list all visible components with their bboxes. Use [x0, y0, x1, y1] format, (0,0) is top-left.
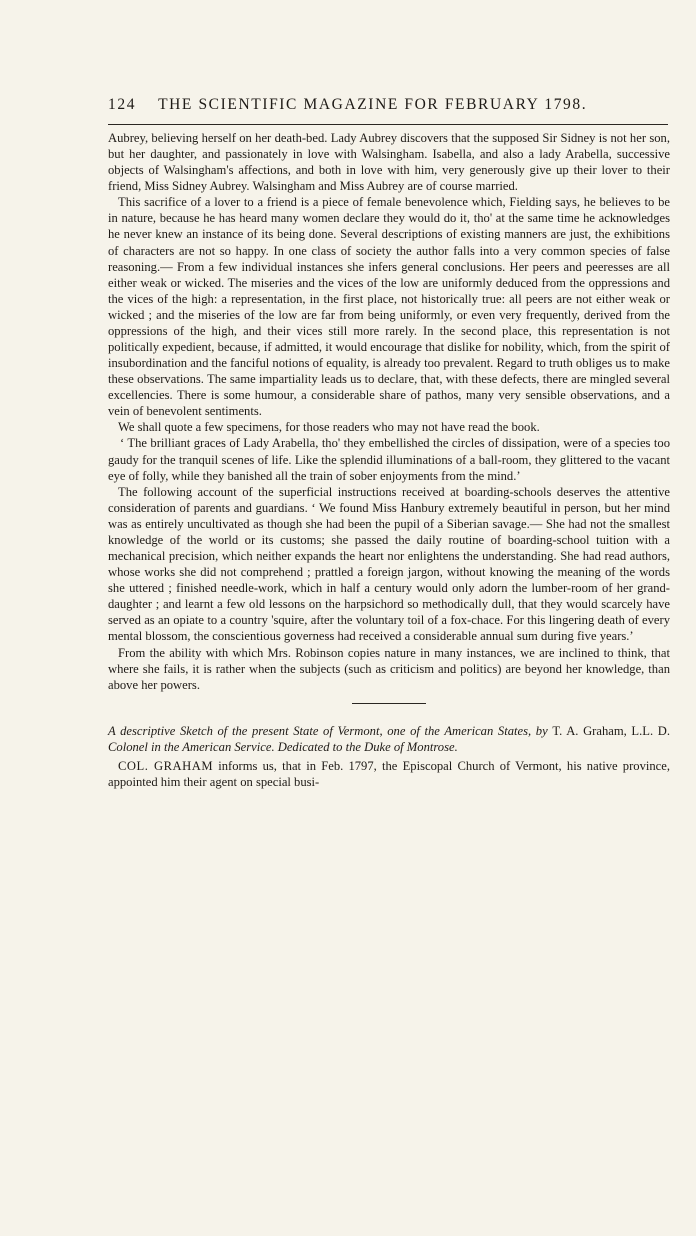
review-lead-name: COL. GRAHAM — [118, 758, 214, 773]
running-title: THE SCIENTIFIC MAGAZINE FOR FEBRUARY 1798. — [158, 96, 588, 113]
paragraph-critique: This sacrifice of a lover to a friend is a piece of female benevolence which, Fielding says, he believes to be in nature, because he has heard many women declare they would do it, tho' at the same time he acknowledges he never knew an instance of its being done. Several descriptions of existing manners are just, the exhibitions of characters are not so happy. In one class of society the author falls into a very common species of false reasoning.— From a few individual instances she infers general conclusions. Her peers and peeresses are all either weak or wicked. The miseries and the vices of the low are uniformly deduced from the oppressions and the vices of the high: a representation, in the first place, not historically true: all peers are not either weak or wicked ; and the miseries of the low are far from being uniformly, or even very frequently, derived from the oppressions of the high, and their vices still more rarely. In the second place, this representation is not politically expedient, because, if admitted, it would encourage that dislike for nobility, which, from the spirit of insubordination and the fanciful notions of equality, is already too prevalent. Regard to truth obliges us to make these observations. The same impartiality leads us to declare, that, with these defects, there are mingled several excellencies. There is some humour, a considerable share of pathos, many very sensible observations, and a vein of benevolent sentiments. — [108, 195, 670, 419]
article-body — [108, 130, 670, 790]
paragraph-boarding-schools: The following account of the superficial instructions received at boarding-schools deserves the attentive consideration of parents and guardians. ‘ We found Miss Hanbury extremely beautiful in person, but her mind was as entirely uncultivated as though she had been the pupil of a Siberian savage.— She had not the smallest knowledge of the world or its customs; she passed the daily routine of boarding-school tuition with a mechanical precision, which neither expands the heart nor enlightens the understanding. She had read authors, whose works she did not comprehend ; prattled a foreign jargon, without knowing the meaning of the words she uttered ; finished needle-work, which in half a century would only adorn the lumber-room of her grand-daughter ; and learnt a few old lessons on the harpsichord so methodically dull, that they would scarcely have served as an opiate to a country 'squire, after the voluntary toil of a fox-chace. For this lingering death of every mental blossom, the conscientious governess had received a considerable annual sum during five years.’ — [108, 484, 670, 644]
running-header — [108, 96, 668, 114]
review-opening — [108, 758, 670, 790]
paragraph-quote-arabella: ‘ The brilliant graces of Lady Arabella, tho' they embellished the circles of dissipation, were of a species too gaudy for the tranquil scenes of life. Like the splendid illuminations of a ball-room, they glittered to the vacant eye of folly, while they banished all the train of sober enjoyments from the mind.’ — [108, 436, 670, 483]
review-title — [108, 723, 670, 755]
section-divider — [352, 703, 426, 704]
paragraph-conclusion: From the ability with which Mrs. Robinson copies nature in many instances, we are inclined to think, that where she fails, it is rather when the subjects (such as criticism and politics) are beyond her knowledge, than above her powers. — [108, 645, 670, 692]
review-title-part-b: Colonel in the American Service. Dedicated to the Duke of Montrose. — [108, 739, 458, 754]
page-number: 124 — [108, 96, 137, 113]
review-opening-text: informs us, that in Feb. 1797, the Episcopal Church of Vermont, his native province, appointed him their agent on special busi- — [108, 758, 670, 789]
review-author: T. A. Graham, L.L. D. — [552, 723, 671, 738]
review-title-part-a: A descriptive Sketch of the present State of Vermont, one of the American States, by — [108, 723, 548, 738]
header-rule — [108, 124, 668, 125]
paragraph-specimens-intro: We shall quote a few specimens, for those readers who may not have read the book. — [118, 420, 540, 435]
paragraph-continuation: Aubrey, believing herself on her death-bed. Lady Aubrey discovers that the supposed Sir Sidney is not her son, but her daughter, and passionately in love with Walsingham. Isabella, and also a lady Arabella, successive objects of Walsingham's affections, and both in love with him, very generously give up their lover to their friend, Miss Sidney Aubrey. Walsingham and Miss Aubrey are of course married. — [108, 131, 670, 194]
